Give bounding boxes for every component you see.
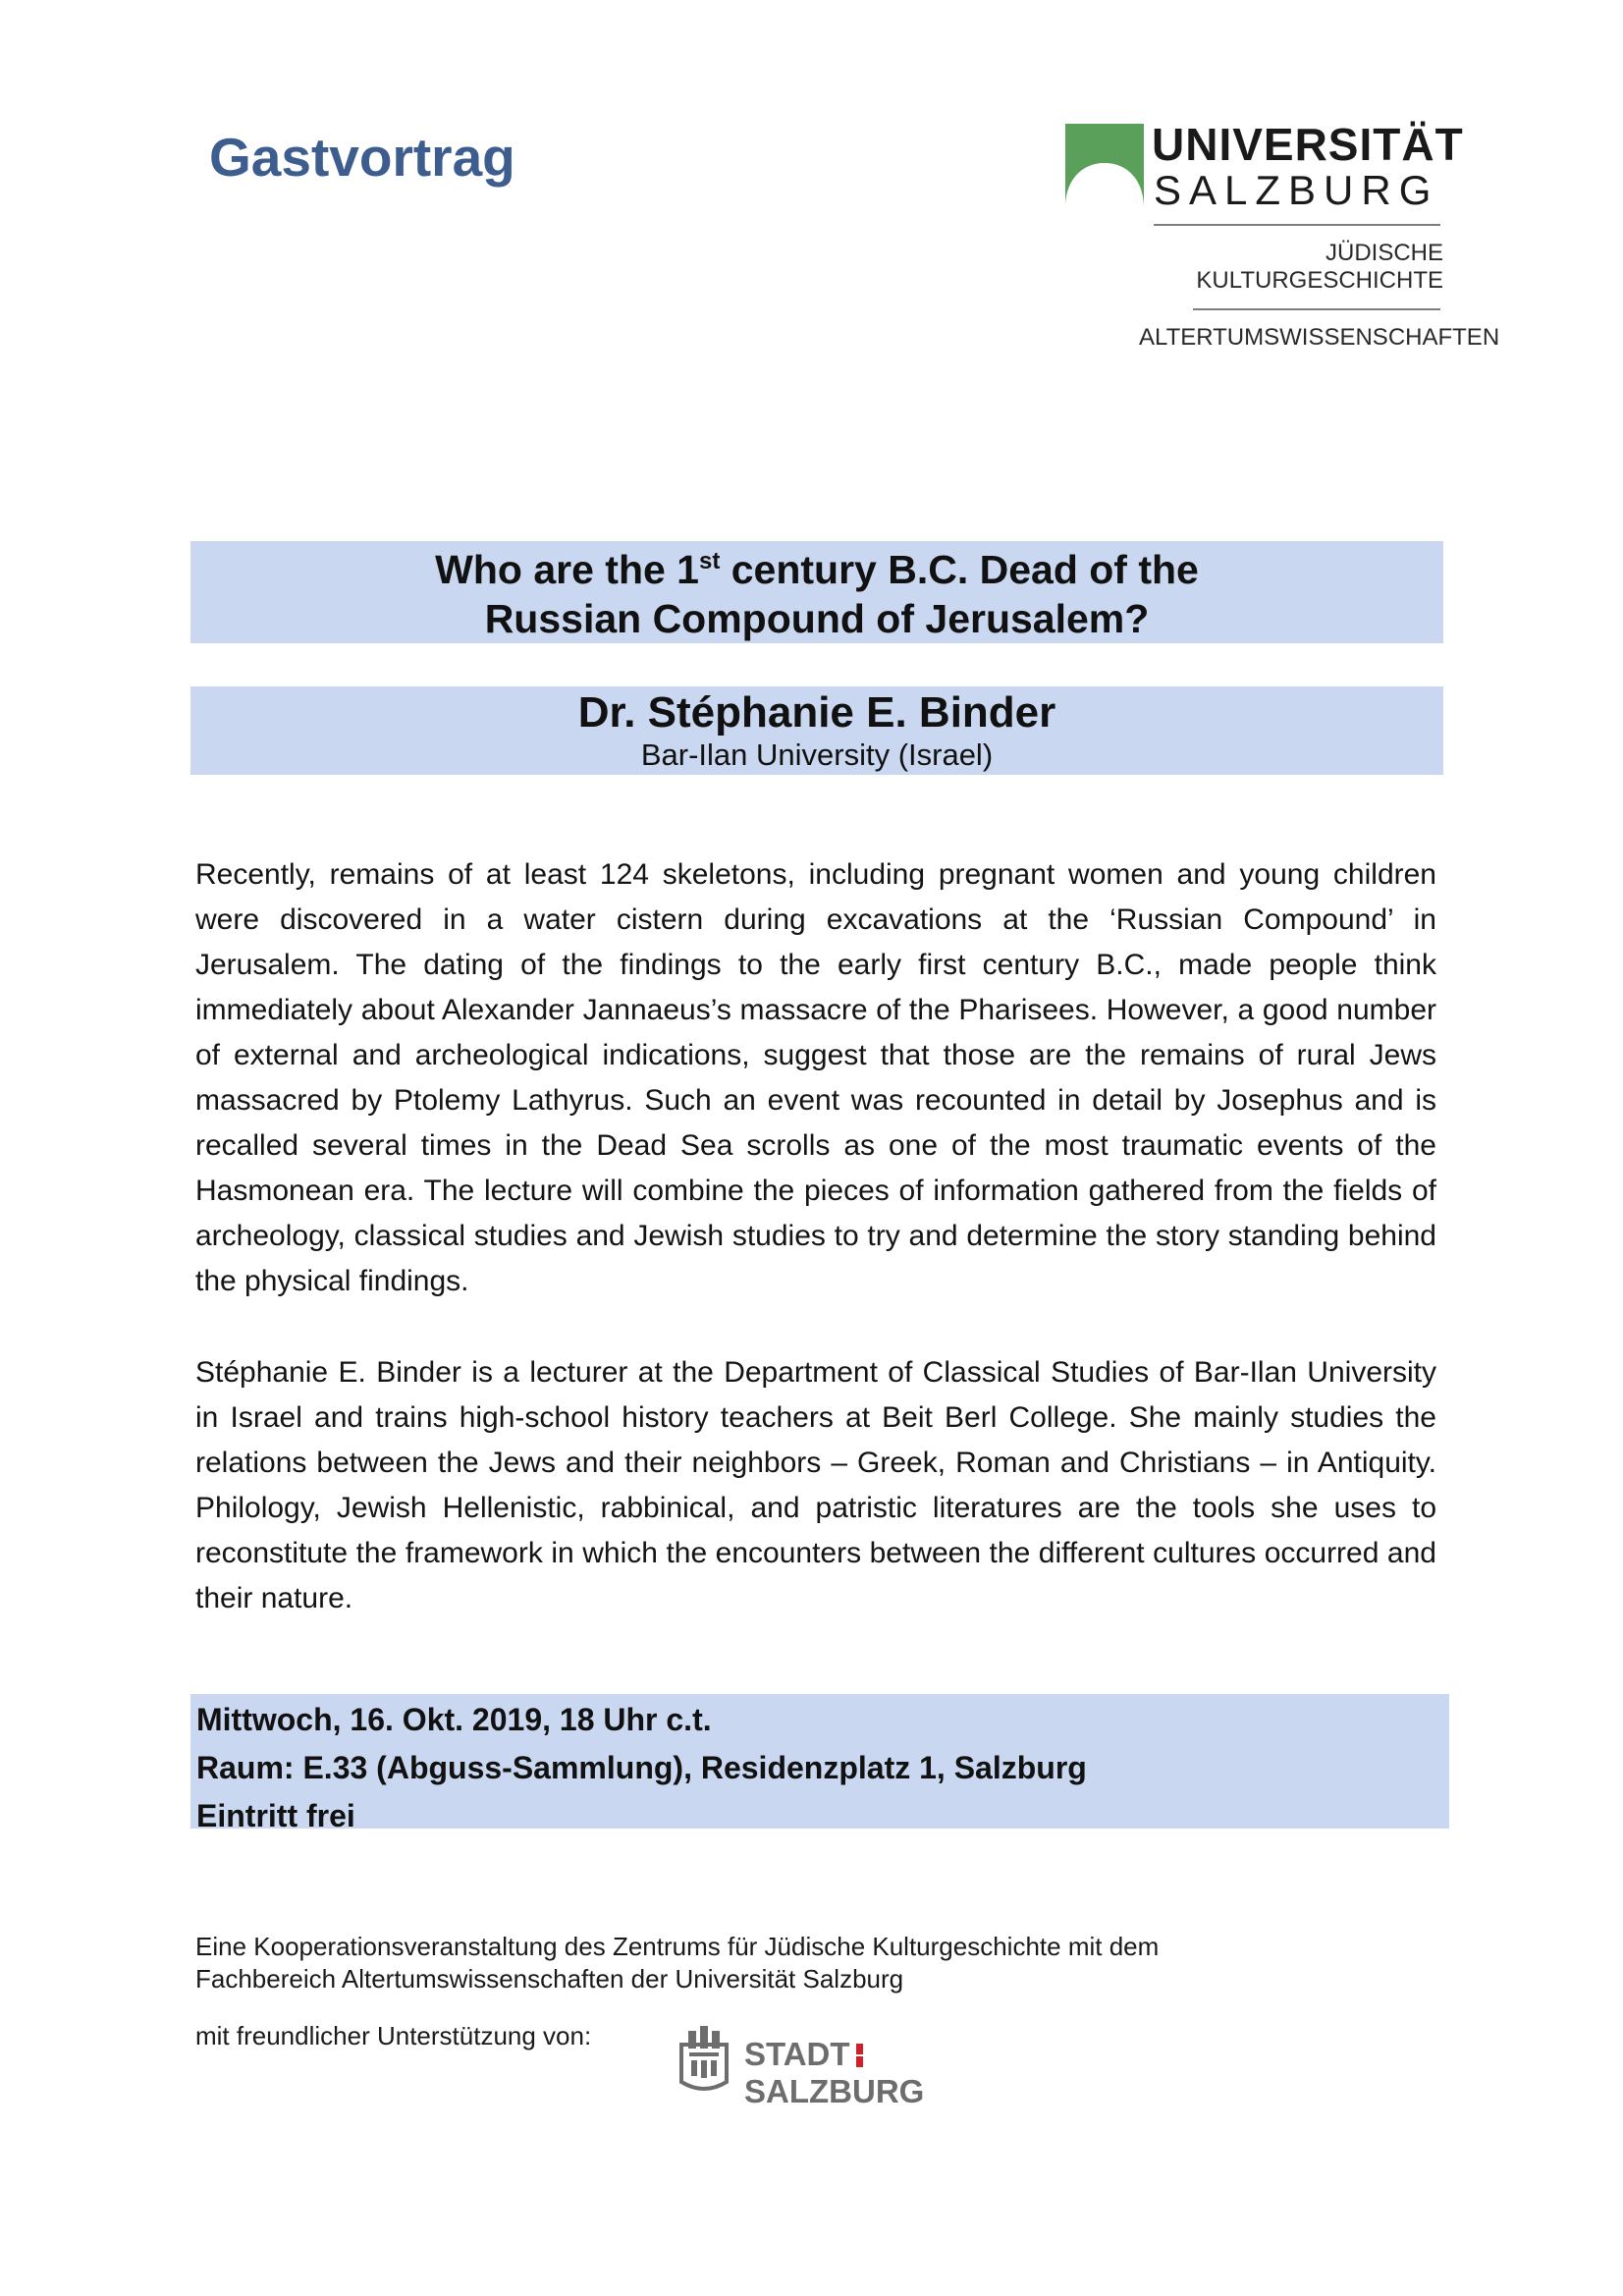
title-pre: Who are the 1 — [435, 547, 699, 592]
event-date: Mittwoch, 16. Okt. 2019, 18 Uhr c.t. — [196, 1702, 712, 1737]
talk-title-line2: Russian Compound of Jerusalem? — [484, 596, 1150, 641]
cooperation-note — [195, 1931, 1275, 1995]
university-logo-icon — [1065, 124, 1144, 208]
talk-title-line1 — [190, 541, 1443, 594]
event-room: Raum: E.33 (Abguss-Sammlung), Residenzplatz 1, Salzburg — [196, 1750, 1087, 1785]
logo-faculty: ALTERTUMSWISSENSCHAFTEN — [1139, 324, 1500, 351]
logo-divider-2 — [1193, 308, 1440, 310]
bio-paragraph: Stéphanie E. Binder is a lecturer at the Department of Classical Studies of Bar-Ilan University in Israel and trains high-school history teachers at Beit Berl College. She mainly studies the relations between the Jews and their neighbors – Greek, Roman and Christians – in Antiquity. Philology, Jewish Hellenistic, rabbinical, and patristic literatures are the tools she uses to reconstitute the framework in which the encounters between the different cultures occurred and their nature. — [195, 1356, 1436, 1614]
title-sup: st — [698, 548, 721, 574]
logo-dept-line2: KULTURGESCHICHTE — [1196, 267, 1443, 294]
speaker-affiliation: Bar-Ilan University (Israel) — [640, 738, 994, 772]
stadt-salzburg-logo — [674, 2023, 1037, 2109]
speaker-name: Dr. Stéphanie E. Binder — [577, 688, 1056, 737]
speaker-box — [190, 686, 1443, 775]
stadt-word: STADT — [744, 2036, 850, 2072]
logo-dept-line1: JÜDISCHE — [1325, 240, 1443, 266]
stadt-separator — [856, 2044, 863, 2067]
abstract-paragraph: Recently, remains of at least 124 skeletons, including pregnant women and young children were discovered in a water cistern during excavations at the ‘Russian Compound’ in Jerusalem. The dating of the findings to the early first century B.C., made people think immediately about Alexander Jannaeus’s massacre of the Pharisees. However, a good number of external and archeological indications, suggest that those are the remains of rural Jews massacred by Ptolemy Lathyrus. Such an event was recounted in detail by Josephus and is recalled several times in the Dead Sea scrolls as one of the most traumatic events of the Hasmonean era. The lecture will combine the pieces of information gathered from the fields of archeology, classical studies and Jewish studies to try and determine the story standing behind the physical findings. — [195, 858, 1436, 1297]
logo-salzburg-text: SALZBURG — [1154, 167, 1439, 213]
page-heading: Gastvortrag — [209, 127, 515, 188]
coop-line1: Eine Kooperationsveranstaltung des Zentrums für Jüdische Kulturgeschichte mit dem — [195, 1932, 1160, 1961]
event-info-box — [190, 1694, 1449, 1833]
salzburg-word: SALZBURG — [744, 2073, 925, 2109]
coop-line2: Fachbereich Altertumswissenschaften der Universität Salzburg — [195, 1964, 904, 1994]
university-logo — [1065, 119, 1500, 355]
city-crest-icon — [674, 2023, 734, 2094]
event-entry: Eintritt frei — [196, 1798, 355, 1833]
support-note: mit freundlicher Unterstützung von: — [195, 2021, 592, 2050]
talk-title-box — [190, 541, 1443, 643]
logo-divider — [1154, 224, 1440, 226]
logo-university-text: UNIVERSITÄT — [1152, 119, 1464, 170]
stadt-salzburg-wordmark — [744, 2036, 1037, 2110]
logo-department — [1196, 240, 1443, 295]
title-post: century B.C. Dead of the — [720, 547, 1199, 592]
